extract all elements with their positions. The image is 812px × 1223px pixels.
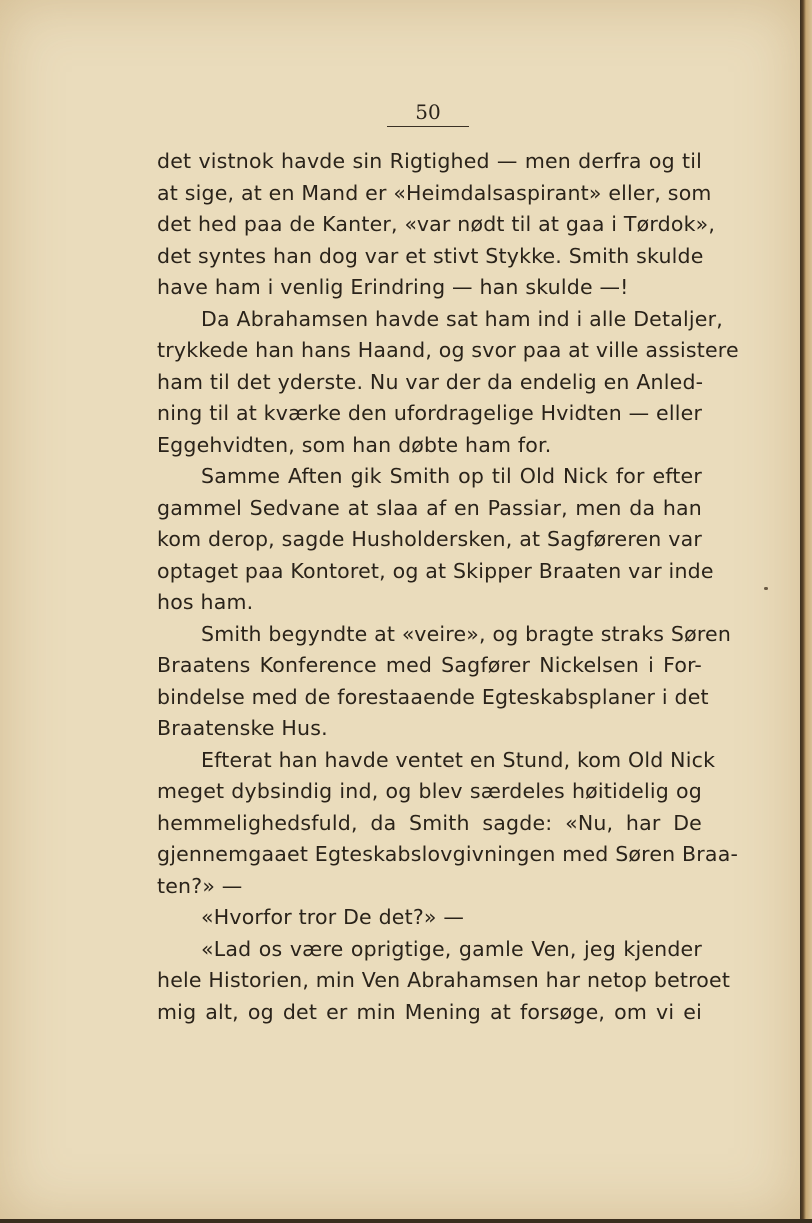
page-number: 50 xyxy=(415,100,441,124)
text-line: det vistnok havde sin Rigtighed — men derfra og til xyxy=(157,149,702,173)
text-line: optaget paa Kontoret, og at Skipper Braaten var inde xyxy=(157,558,714,583)
text-line: mig alt, og det er min Mening at forsøge, om vi ei xyxy=(157,999,702,1024)
text-line: Eggehvidten, som han døbte ham for. xyxy=(157,432,552,457)
page-edge-bottom xyxy=(0,1219,812,1223)
text-line: hemmelighedsfuld, da Smith sagde: «Nu, har De xyxy=(157,810,702,835)
page-edge-right xyxy=(800,0,812,1223)
text-line: gjennemgaaet Egteskabslovgivningen med Søren Braa- xyxy=(157,842,739,866)
text-line: ham til det yderste. Nu var der da endelig en Anled- xyxy=(157,369,704,394)
paper-speck xyxy=(764,587,768,590)
text-line: bindelse med de forestaaende Egteskabsplaner i det xyxy=(157,684,709,709)
text-line: trykkede han hans Haand, og svor paa at ville assistere xyxy=(157,338,739,362)
text-line: «Hvorfor tror De det?» — xyxy=(201,905,465,929)
text-line: det hed paa de Kanter, «var nødt til at gaa i Tørdok», xyxy=(157,212,716,236)
text-line: det syntes han dog var et stivt Stykke. Smith skulde xyxy=(157,243,704,268)
text-line: Braatens Konference med Sagfører Nickelsen i For- xyxy=(157,653,702,677)
text-line: ning til at kværke den ufordragelige Hvidten — eller xyxy=(157,401,703,425)
page-header xyxy=(387,100,469,127)
text-line: Smith begyndte at «veire», og bragte straks Søren xyxy=(201,621,732,646)
text-line: gammel Sedvane at slaa af en Passiar, men da han xyxy=(157,495,702,520)
text-line: Samme Aften gik Smith op til Old Nick for efter xyxy=(201,464,702,488)
text-line: at sige, at en Mand er «Heimdalsaspirant» eller, som xyxy=(157,180,712,205)
text-line: ten?» — xyxy=(157,873,243,898)
text-line: meget dybsindig ind, og blev særdeles høitidelig og xyxy=(157,779,702,803)
text-line: kom derop, sagde Husholdersken, at Sagføreren var xyxy=(157,527,702,551)
text-line: «Lad os være oprigtige, gamle Ven, jeg kjender xyxy=(201,936,702,961)
text-line: have ham i venlig Erindring — han skulde —! xyxy=(157,275,629,299)
text-line: hele Historien, min Ven Abrahamsen har netop betroet xyxy=(157,968,731,992)
body-text xyxy=(157,146,739,1028)
text-line: Efterat han havde ventet en Stund, kom Old Nick xyxy=(201,747,716,772)
text-line: hos ham. xyxy=(157,590,254,614)
text-line: Braatenske Hus. xyxy=(157,716,328,740)
page-number-rule xyxy=(387,126,469,127)
text-line: Da Abrahamsen havde sat ham ind i alle Detaljer, xyxy=(201,306,723,331)
